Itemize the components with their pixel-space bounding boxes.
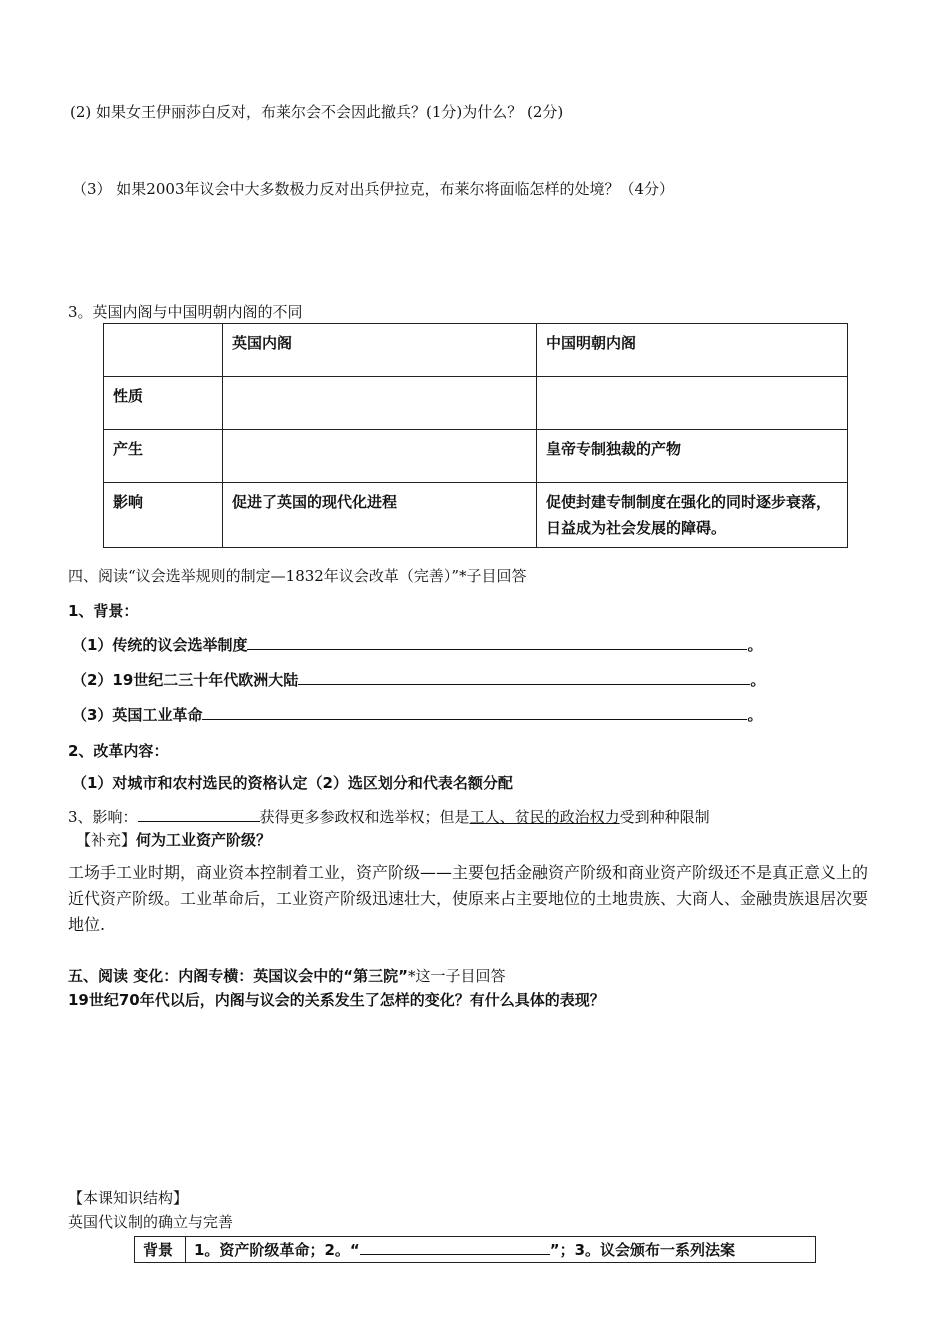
structure-subtitle: 英国代议制的确立与完善 (68, 1213, 234, 1231)
structure-label: 背景 (135, 1237, 186, 1263)
table-cell (537, 377, 848, 430)
fill-blank[interactable] (298, 670, 750, 685)
comparison-table (103, 323, 848, 548)
question-3: （3） 如果2003年议会中大多数极力反对出兵伊拉克，布莱尔将面临怎样的处境？（4分） (72, 180, 675, 198)
table-header-cell: 中国明朝内阁 (537, 324, 848, 377)
reform-content: （1）对城市和农村选民的资格认定（2）选区划分和代表名额分配 (72, 774, 513, 792)
background-item-1: （1）传统的议会选举制度 。 (72, 636, 763, 654)
impact-line: 3、影响： 获得更多参政权和选举权；但是工人、贫民的政治权力受到种种限制 (68, 808, 710, 826)
section-4-title: 四、阅读“议会选举规则的制定—1832年议会改革（完善）”*子目回答 (68, 567, 527, 585)
table-cell: 皇帝专制独裁的产物 (537, 430, 848, 483)
fill-blank[interactable] (360, 1240, 550, 1255)
fill-blank[interactable] (202, 705, 747, 720)
question-2: (2) 如果女王伊丽莎白反对，布莱尔会不会因此撤兵？(1分)为什么？ (2分) (70, 103, 564, 121)
background-item-3: （3）英国工业革命 。 (72, 706, 763, 724)
table-cell: 影响 (104, 483, 223, 548)
fill-blank[interactable] (138, 807, 260, 822)
table-cell: 性质 (104, 377, 223, 430)
section-5-title: 五、阅读 变化：内阁专横：英国议会中的“第三院”*这一子目回答 (68, 967, 506, 985)
table-cell (223, 377, 537, 430)
reform-title: 2、改革内容： (68, 742, 169, 760)
table-cell (223, 430, 537, 483)
table-row (104, 430, 848, 483)
table-header-cell (104, 324, 223, 377)
structure-table (134, 1236, 816, 1263)
background-title: 1、背景： (68, 602, 139, 620)
table-cell: 促进了英国的现代化进程 (223, 483, 537, 548)
table-header-cell: 英国内阁 (223, 324, 537, 377)
table-cell: 产生 (104, 430, 223, 483)
table-row (104, 483, 848, 548)
supplement-paragraph: 工场手工业时期，商业资本控制着工业，资产阶级——主要包括金融资产阶级和商业资产阶级还不是真正意义上的近代资产阶级。工业革命后，工业资产阶级迅速壮大，使原来占主要地位的土地贵族、大商人、金融贵族退居次要地位. (68, 863, 869, 934)
structure-title: 【本课知识结构】 (68, 1189, 189, 1207)
table-cell: 促使封建专制制度在强化的同时逐步衰落，日益成为社会发展的障碍。 (537, 483, 848, 548)
section-5-question: 19世纪70年代以后，内阁与议会的关系发生了怎样的变化？有什么具体的表现？ (68, 991, 605, 1009)
table-row (104, 377, 848, 430)
supplement-heading: 【补充】何为工业资产阶级？ (76, 831, 272, 849)
background-item-2: （2）19世纪二三十年代欧洲大陆 。 (72, 671, 766, 689)
structure-content: 1。资产阶级革命；2。“ ”；3。议会颁布一系列法案 (186, 1237, 816, 1263)
table-row (135, 1237, 816, 1263)
section-3-title: 3。英国内阁与中国明朝内阁的不同 (68, 303, 303, 321)
fill-blank[interactable] (247, 635, 747, 650)
